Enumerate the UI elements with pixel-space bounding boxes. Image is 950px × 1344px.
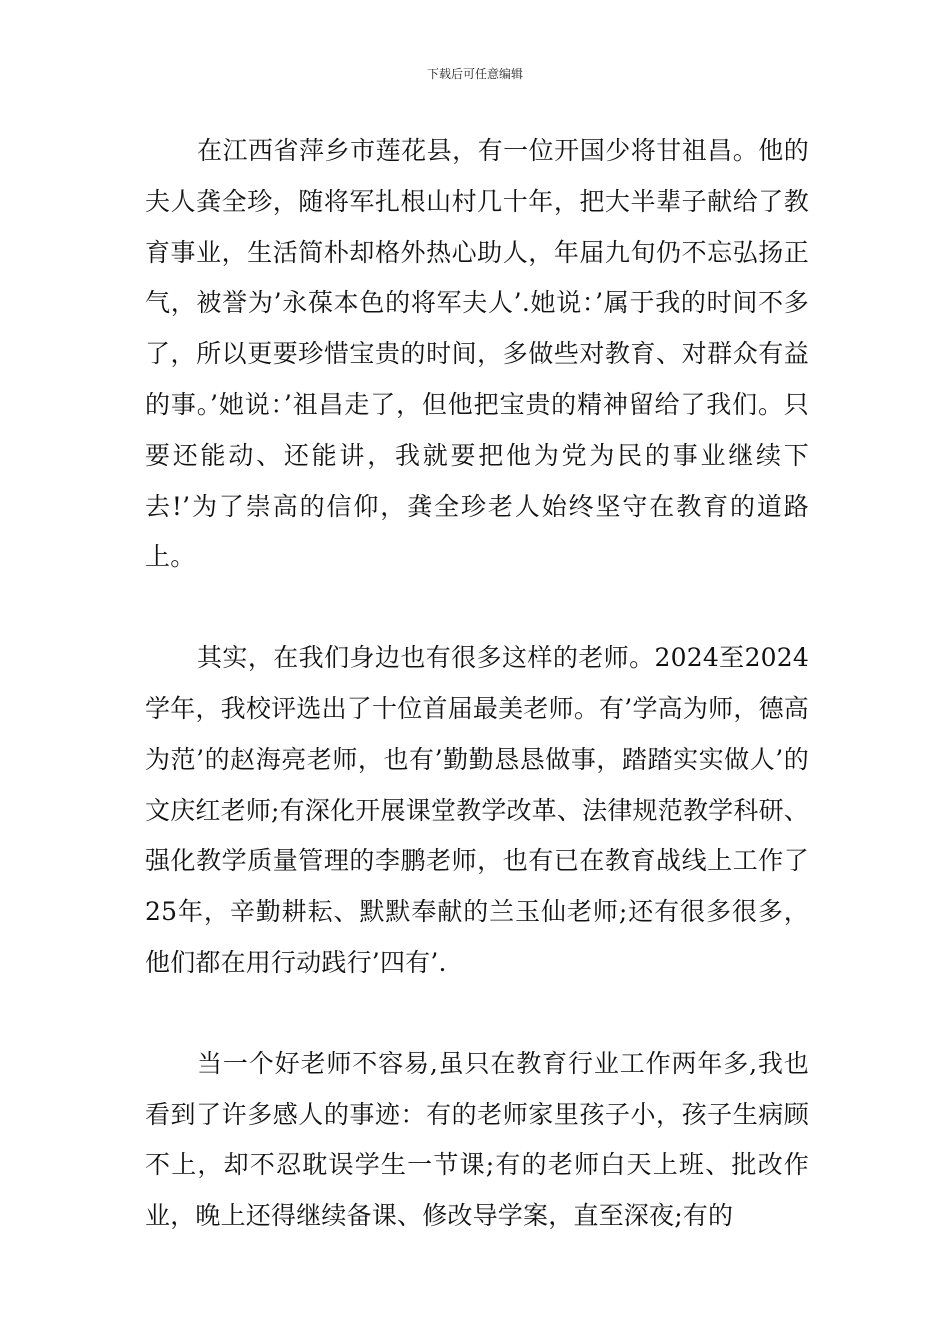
paragraph-3: 当一个好老师不容易,虽只在教育行业工作两年多,我也看到了许多感人的事迹：有的老师家里孩子小，孩子生病顾不上，却不忍耽误学生一节课;有的老师白天上班、批改作业，晚上还得继续备课、修改导学案，直至深夜;有的	[145, 1048, 809, 1231]
paragraph-1: 在江西省萍乡市莲花县，有一位开国少将甘祖昌。他的夫人龚全珍，随将军扎根山村几十年，把大半辈子献给了教育事业，生活简朴却格外热心助人，年届九旬仍不忘弘扬正气，被誉为’永葆本色的将军夫人’.她说：’属于我的时间不多了，所以更要珍惜宝贵的时间，多做些对教育、对群众有益的事。’她说：’祖昌走了，但他把宝贵的精神留给了我们。只要还能动、还能讲，我就要把他为党为民的事业继续下去!’为了崇高的信仰，龚全珍老人始终坚守在教育的道路上。	[145, 136, 809, 572]
page-header-note: 下载后可任意编辑	[426, 67, 523, 81]
document-body	[145, 126, 809, 1242]
paragraph-2: 其实，在我们身边也有很多这样的老师。2024至2024学年，我校评选出了十位首届最美老师。有’学高为师，德高为范’的赵海亮老师，也有’勤勤恳恳做事，踏踏实实做人’的文庆红老师;有深化开展课堂教学改革、法律规范教学科研、强化教学质量管理的李鹏老师，也有已在教育战线上工作了25年，辛勤耕耘、默默奉献的兰玉仙老师;还有很多很多，他们都在用行动践行’四有’.	[145, 643, 809, 977]
